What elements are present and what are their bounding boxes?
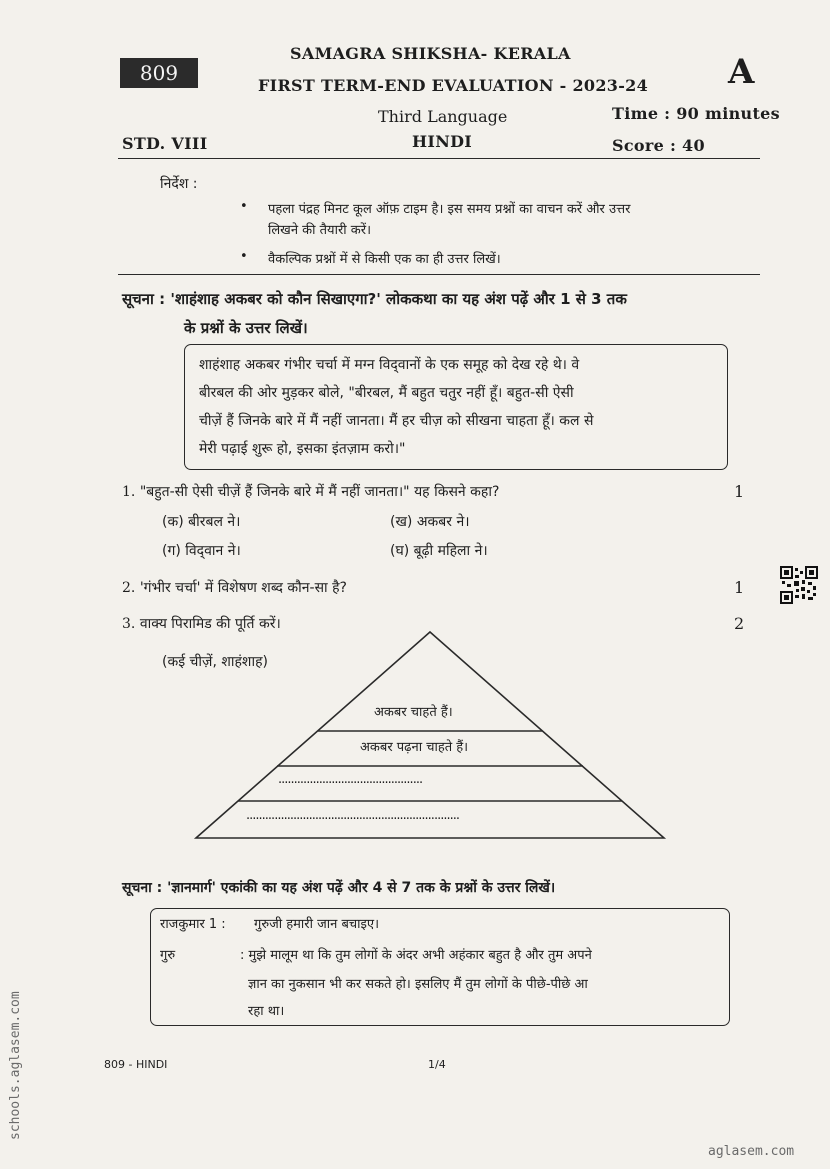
section1-notice: सूचना : 'शाहंशाह अकबर को कौन सिखाएगा?' लोककथा का यह अंश पढ़ें और 1 से 3 तक bbox=[122, 290, 627, 308]
dialogue-box bbox=[150, 908, 730, 1026]
paper-code bbox=[120, 58, 198, 88]
passage-line: शाहंशाह अकबर गंभीर चर्चा में मग्न विद्‌वानों के एक समूह को देख रहे थे। वे bbox=[199, 357, 580, 373]
section1-notice-cont: के प्रश्नों के उत्तर लिखें। bbox=[184, 319, 308, 337]
page-number: 1/4 bbox=[428, 1058, 446, 1071]
question-number: 3. bbox=[122, 616, 136, 632]
score: Score : 40 bbox=[612, 136, 705, 155]
dialogue-line: ज्ञान का नुकसान भी कर सकते हो। इसलिए मैं तुम लोगों के पीछे-पीछे आ bbox=[248, 977, 588, 992]
instructions-title: निर्देश : bbox=[160, 176, 198, 192]
org-name: SAMAGRA SHIKSHA- KERALA bbox=[290, 44, 571, 63]
option-c: (ग) विद्‌वान ने। bbox=[162, 543, 241, 559]
paper-code-text: 809 bbox=[139, 61, 179, 85]
footer-code: 809 - HINDI bbox=[104, 1058, 168, 1071]
pyramid-row-4[interactable]: .................................................................... bbox=[246, 808, 459, 823]
speaker: गुरु bbox=[160, 948, 176, 963]
question-mark: 2 bbox=[734, 614, 745, 633]
watermark-side[interactable]: schools.aglasem.com bbox=[8, 991, 23, 1140]
question-text: "बहुत-सी ऐसी चीज़ें हैं जिनके बारे में मैं नहीं जानता।" यह किसने कहा? bbox=[139, 484, 500, 500]
option-a: (क) बीरबल ने। bbox=[162, 514, 241, 530]
question-1 bbox=[122, 482, 499, 501]
question-text: 'गंभीर चर्चा' में विशेषण शब्द कौन-सा है? bbox=[139, 580, 347, 596]
pyramid-row-2: अकबर पढ़ना चाहते हैं। bbox=[360, 740, 469, 755]
option-d: (घ) बूढ़ी महिला ने। bbox=[390, 543, 488, 559]
header-rule bbox=[118, 158, 760, 159]
version-letter: A bbox=[728, 52, 755, 92]
passage-box bbox=[184, 344, 728, 470]
std: STD. VIII bbox=[122, 134, 208, 153]
qr-code-icon bbox=[780, 566, 818, 604]
passage-line: चीज़ें हैं जिनके बारे में मैं नहीं जानता। मैं हर चीज़ को सीखना चाहता हूँ। कल से bbox=[199, 413, 594, 429]
question-2 bbox=[122, 578, 347, 597]
time: Time : 90 minutes bbox=[612, 104, 780, 123]
question-text: वाक्य पिरामिड की पूर्ति करें। bbox=[139, 616, 281, 632]
instruction-item-cont: लिखने की तैयारी करें। bbox=[268, 223, 372, 238]
exam-title: FIRST TERM-END EVALUATION - 2023-24 bbox=[258, 76, 649, 95]
passage-line: मेरी पढ़ाई शुरू हो, इसका इंतज़ाम करो।" bbox=[199, 441, 406, 457]
pyramid-row-1: अकबर चाहते हैं। bbox=[374, 705, 453, 720]
question-number: 1. bbox=[122, 484, 136, 500]
dialogue-line: रहा था। bbox=[248, 1004, 285, 1019]
instruction-item: • पहला पंद्रह मिनट कूल ऑफ़ टाइम है। इस समय प्रश्नों का वाचन करें और उत्तर bbox=[268, 199, 630, 217]
passage-line: बीरबल की ओर मुड़कर बोले, "बीरबल, मैं बहुत चतुर नहीं हूँ। बहुत-सी ऐसी bbox=[199, 385, 574, 401]
pyramid-row-3[interactable]: .............................................. bbox=[278, 772, 423, 787]
speaker: राजकुमार 1 : bbox=[160, 917, 226, 932]
option-b: (ख) अकबर ने। bbox=[390, 514, 470, 530]
subject: HINDI bbox=[412, 132, 473, 151]
language-level: Third Language bbox=[378, 107, 508, 126]
question-mark: 1 bbox=[734, 482, 745, 501]
question-number: 2. bbox=[122, 580, 136, 596]
section2-notice: सूचना : 'ज्ञानमार्ग' एकांकी का यह अंश पढ़ें और 4 से 7 तक के प्रश्नों के उत्तर लिखें। bbox=[122, 880, 556, 896]
instruction-item: • वैकल्पिक प्रश्नों में से किसी एक का ही उत्तर लिखें। bbox=[268, 249, 501, 267]
pyramid-hint: (कई चीज़ें, शाहंशाह) bbox=[162, 654, 268, 670]
watermark-right[interactable]: aglasem.com bbox=[708, 1144, 795, 1159]
instructions-rule bbox=[118, 274, 760, 275]
dialogue-line: : मुझे मालूम था कि तुम लोगों के अंदर अभी अहंकार बहुत है और तुम अपने bbox=[240, 948, 592, 963]
question-mark: 1 bbox=[734, 578, 745, 597]
dialogue-line: गुरुजी हमारी जान बचाइए। bbox=[254, 917, 380, 932]
